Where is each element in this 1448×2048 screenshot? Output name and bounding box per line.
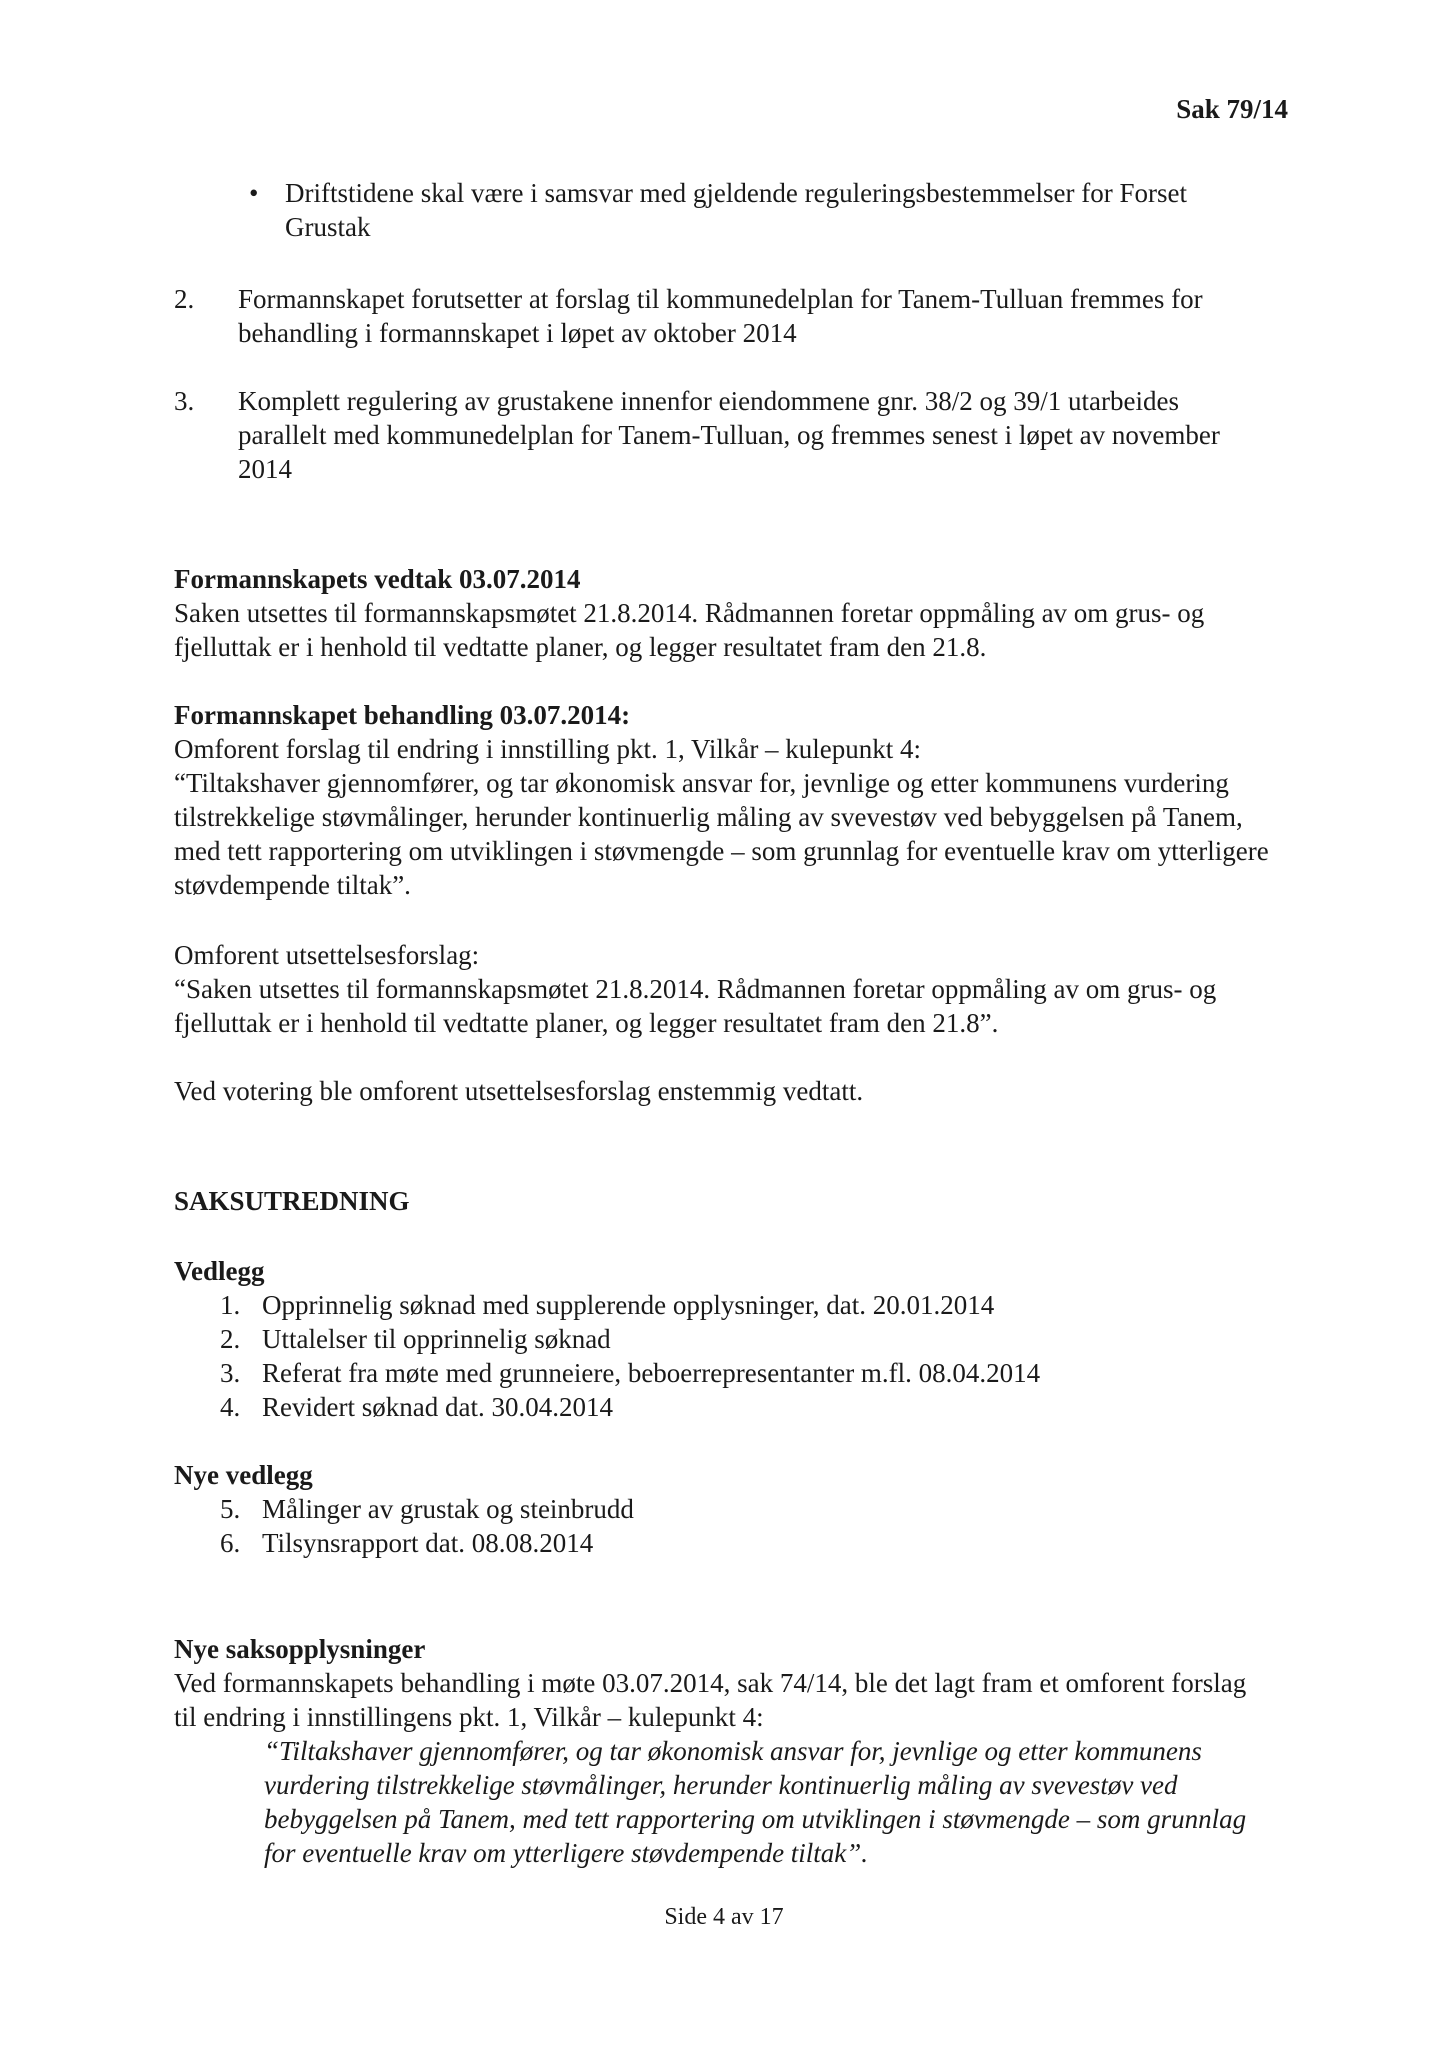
item-text: Formannskapet forutsetter at forslag til kommunedelplan for Tanem-Tulluan fremmes for behandling i formannskapet i løpet av oktober 2014 [238,284,1203,348]
vedtak-section [174,562,1274,664]
votering-text: Ved votering ble omforent utsettelsesforslag enstemmig vedtatt. [174,1076,864,1106]
item-text: Referat fra møte med grunneiere, beboerrepresentanter m.fl. 08.04.2014 [262,1358,1041,1388]
nye-saksopplysninger-text: Ved formannskapets behandling i møte 03.07.2014, sak 74/14, ble det lagt fram et omforent forslag til endring i innstillingens pkt. 1, Vilkår – kulepunkt 4: [174,1668,1247,1732]
item-number: 3. [220,1358,241,1388]
case-reference: Sak 79/14 [1176,94,1288,124]
nye-vedlegg-heading: Nye vedlegg [174,1460,313,1490]
list-item [174,1526,1274,1560]
item-text: Målinger av grustak og steinbrudd [262,1494,634,1524]
list-item [174,1492,1274,1526]
bullet-item: • Driftstidene skal være i samsvar med gjeldende reguleringsbestemmelser for Forset Grustak [285,176,1265,244]
list-item [174,1356,1274,1390]
nye-vedlegg-list [174,1492,1274,1560]
italic-quote: “Tiltakshaver gjennomfører, og tar økonomisk ansvar for, jevnlige og etter kommunens vurdering tilstrekkelige støvmålinger, herunder kontinuerlig måling av svevestøv ved bebyggelsen på Tanem, med tett rapportering om utviklingen i støvmengde – som grunnlag for eventuelle krav om ytterligere støvdempende tiltak”. [264,1736,1247,1868]
list-item [174,1288,1274,1322]
item-number: 1. [220,1290,241,1320]
item-text: Uttalelser til opprinnelig søknad [262,1324,611,1354]
numbered-item-3 [174,384,1274,486]
item-number: 2. [174,284,195,314]
list-item [174,1322,1274,1356]
behandling-section [174,698,1274,902]
behandling-quote: “Tiltakshaver gjennomfører, og tar økonomisk ansvar for, jevnlige og etter kommunens vurdering tilstrekkelige støvmålinger, herunder kontinuerlig måling av svevestøv ved bebyggelsen på Tanem, med tett rapportering om utviklingen i støvmengde – som grunnlag for eventuelle krav om ytterligere støvdempende tiltak”. [174,768,1269,900]
behandling-intro: Omforent forslag til endring i innstilling pkt. 1, Vilkår – kulepunkt 4: [174,734,922,764]
nye-saksopplysninger-heading: Nye saksopplysninger [174,1634,426,1664]
item-text: Komplett regulering av grustakene innenfor eiendommene gnr. 38/2 og 39/1 utarbeides parallelt med kommunedelplan for Tanem-Tulluan, og fremmes senest i løpet av november 2014 [238,386,1220,484]
numbered-item-2 [174,282,1274,350]
list-item [174,1390,1274,1424]
utsettelse-text: “Saken utsettes til formannskapsmøtet 21.8.2014. Rådmannen foretar oppmåling av om grus- og fjelluttak er i henhold til vedtatte planer, og legger resultatet fram den 21.8”. [174,974,1217,1038]
nye-saksopplysninger-section [174,1632,1274,1734]
item-number: 6. [220,1528,241,1558]
saksutredning-heading: SAKSUTREDNING [174,1186,410,1216]
item-number: 2. [220,1324,241,1354]
item-number: 3. [174,386,195,416]
bullet-list [285,176,1265,244]
item-text: Revidert søknad dat. 30.04.2014 [262,1392,613,1422]
vedtak-heading: Formannskapets vedtak 03.07.2014 [174,564,581,594]
vedtak-text: Saken utsettes til formannskapsmøtet 21.8.2014. Rådmannen foretar oppmåling av om grus- og fjelluttak er i henhold til vedtatte planer, og legger resultatet fram den 21.8. [174,598,1205,662]
behandling-heading: Formannskapet behandling 03.07.2014: [174,700,631,730]
item-number: 5. [220,1494,241,1524]
utsettelse-section [174,938,1274,1040]
vedlegg-list [174,1288,1274,1424]
vedlegg-heading: Vedlegg [174,1256,265,1286]
item-text: Opprinnelig søknad med supplerende opplysninger, dat. 20.01.2014 [262,1290,995,1320]
utsettelse-label: Omforent utsettelsesforslag: [174,940,480,970]
item-text: Tilsynsrapport dat. 08.08.2014 [262,1528,594,1558]
page-number: Side 4 av 17 [664,1904,784,1930]
item-number: 4. [220,1392,241,1422]
